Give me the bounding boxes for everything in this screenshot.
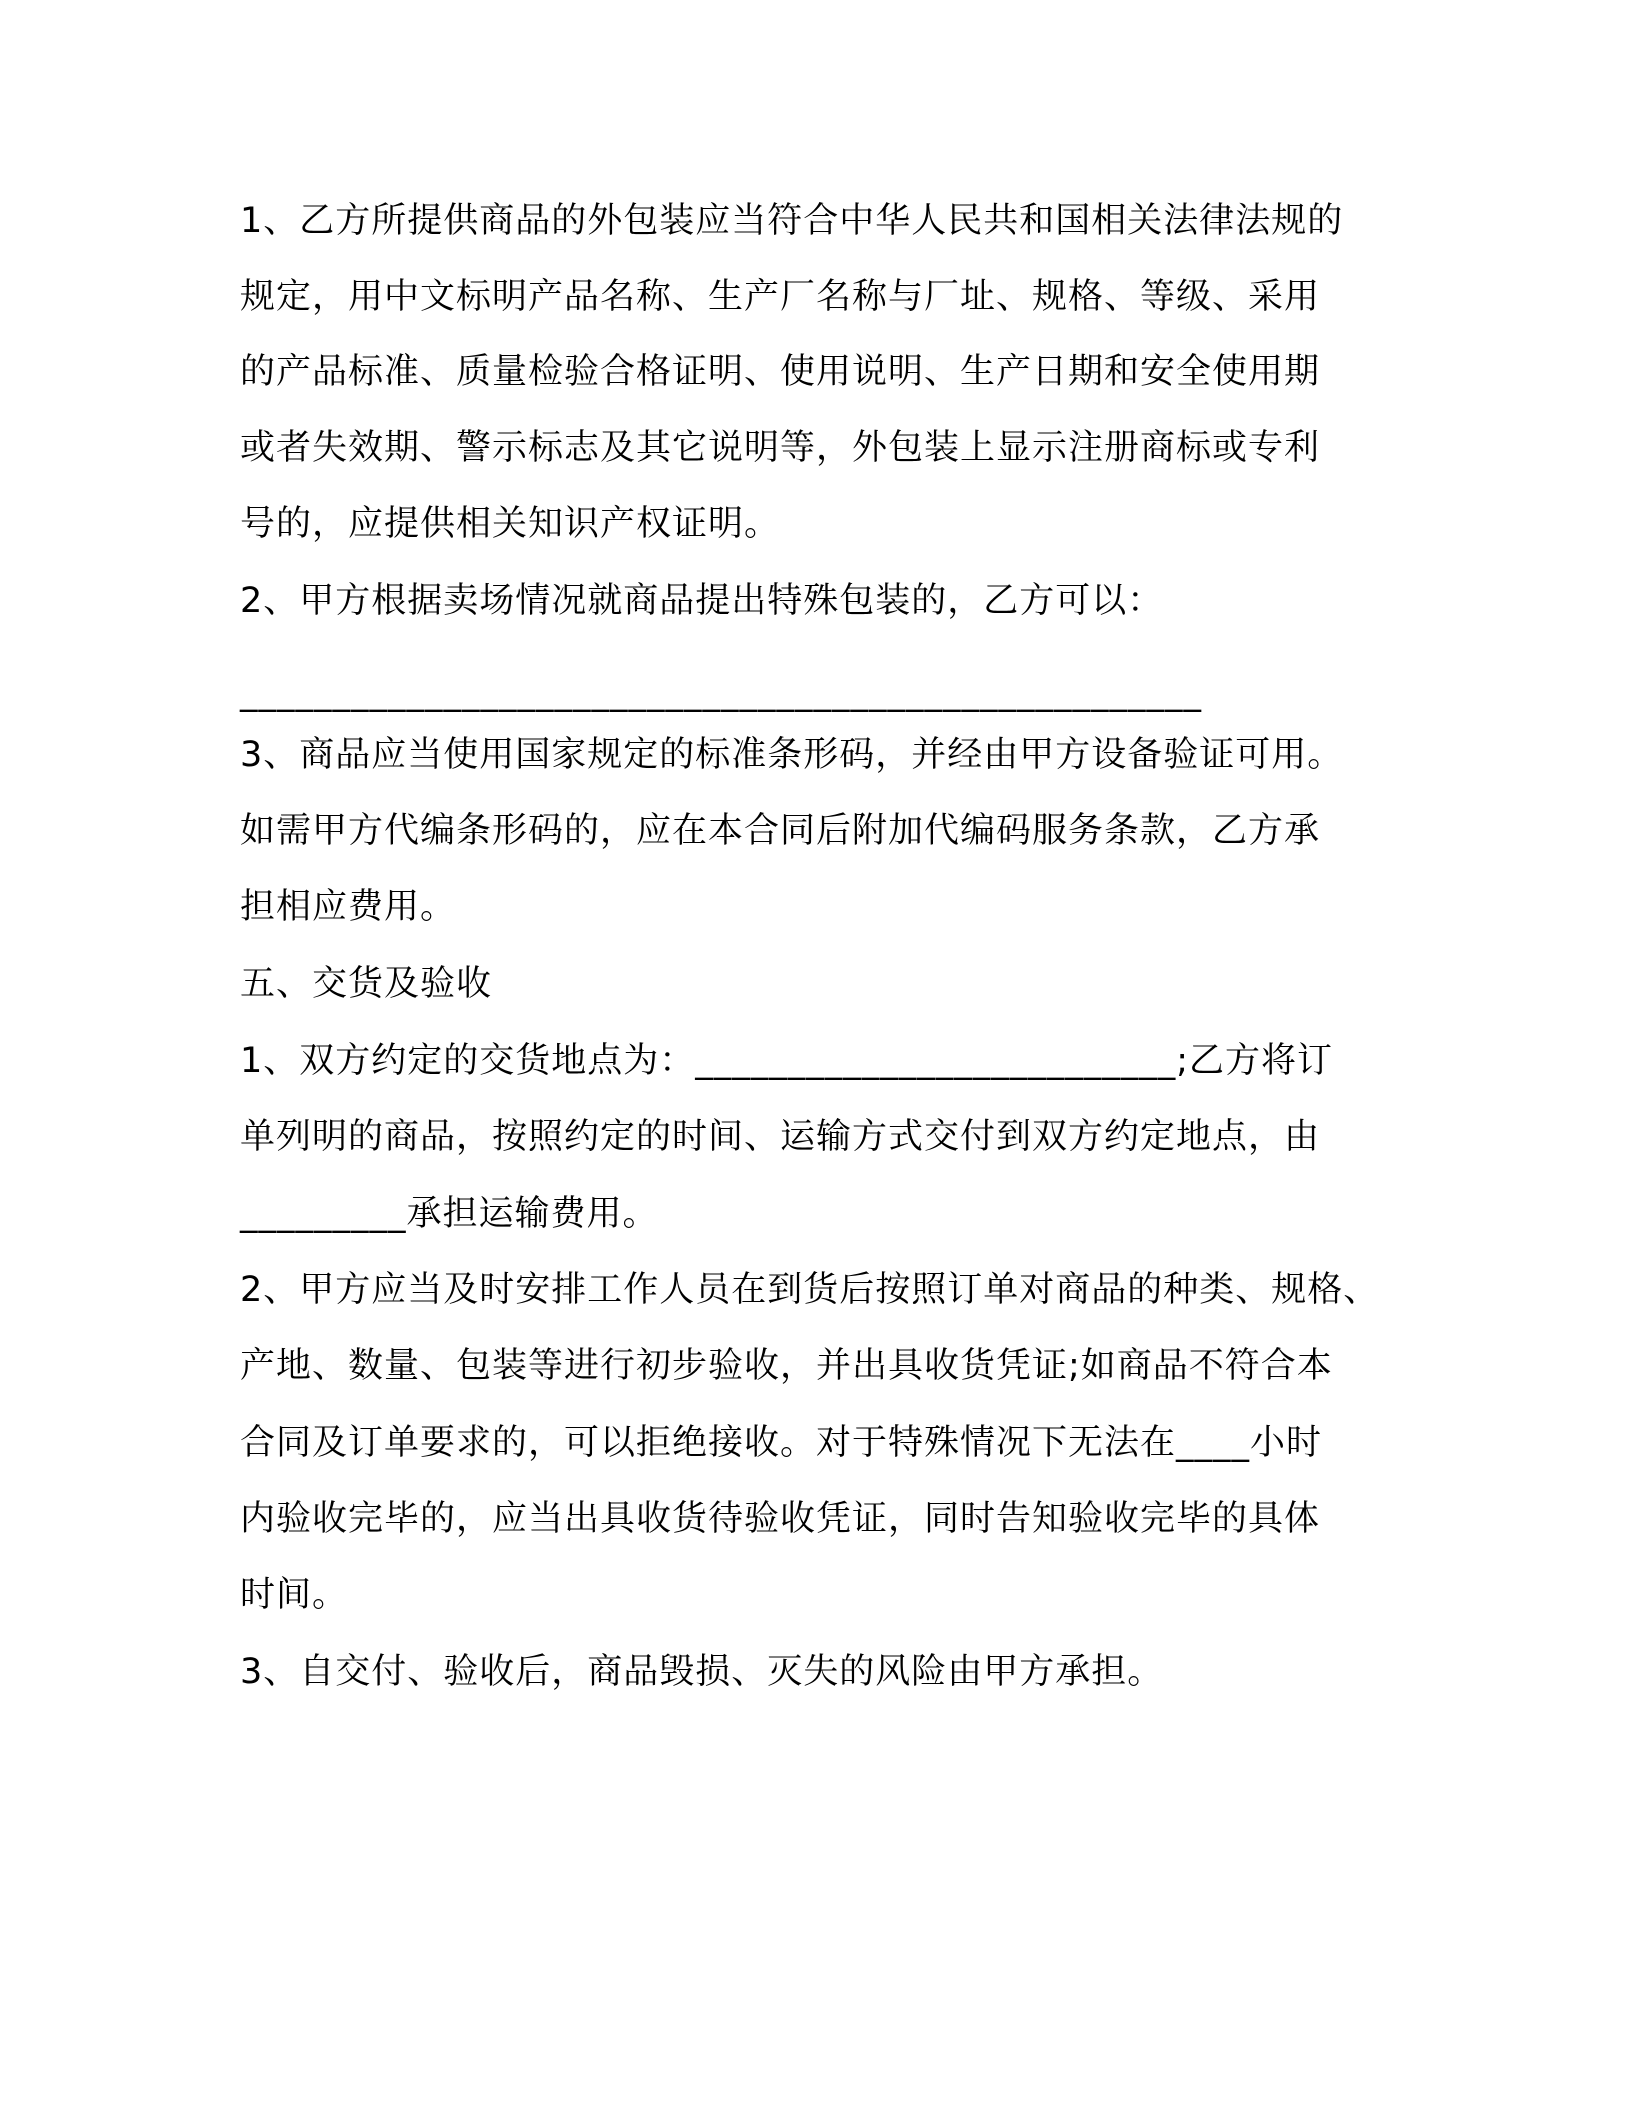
section-heading: 五、交货及验收 [240,964,493,1004]
paragraph-line: 时间。 [240,1575,349,1615]
paragraph-line: 规定，用中文标明产品名称、生产厂名称与厂址、规格、等级、采用 [240,277,1321,317]
paragraph-line: 内验收完毕的，应当出具收货待验收凭证，同时告知验收完毕的具体 [240,1499,1321,1539]
paragraph-line: 的产品标准、质量检验合格证明、使用说明、生产日期和安全使用期 [240,352,1321,392]
paragraph-line: 担相应费用。 [240,887,457,927]
paragraph-line: 2、甲方根据卖场情况就商品提出特殊包装的，乙方可以： [240,581,1164,621]
paragraph-line: 单列明的商品，按照约定的时间、运输方式交付到双方约定地点，由 [240,1117,1321,1157]
paragraph-line: 合同及订单要求的，可以拒绝接收。对于特殊情况下无法在____小时 [240,1423,1323,1463]
paragraph-line: 号的，应提供相关知识产权证明。 [240,504,781,544]
paragraph-line: 3、自交付、验收后，商品毁损、灭失的风险由甲方承担。 [240,1652,1164,1692]
paragraph-line: 如需甲方代编条形码的，应在本合同后附加代编码服务条款，乙方承 [240,811,1321,851]
paragraph-line: 或者失效期、警示标志及其它说明等，外包装上显示注册商标或专利 [240,428,1321,468]
paragraph-line: 1、乙方所提供商品的外包装应当符合中华人民共和国相关法律法规的 [240,201,1344,241]
paragraph-line: 产地、数量、包装等进行初步验收，并出具收货凭证;如商品不符合本 [240,1346,1333,1386]
paragraph-line: _________承担运输费用。 [240,1194,659,1234]
paragraph-line: 2、甲方应当及时安排工作人员在到货后按照订单对商品的种类、规格、 [240,1270,1380,1310]
paragraph-line: 3、商品应当使用国家规定的标准条形码，并经由甲方设备验证可用。 [240,735,1344,775]
paragraph-line: 1、双方约定的交货地点为：__________________________;乙方将订 [240,1041,1334,1081]
blank-fill-line: ____________________________________________________ [240,673,1202,713]
